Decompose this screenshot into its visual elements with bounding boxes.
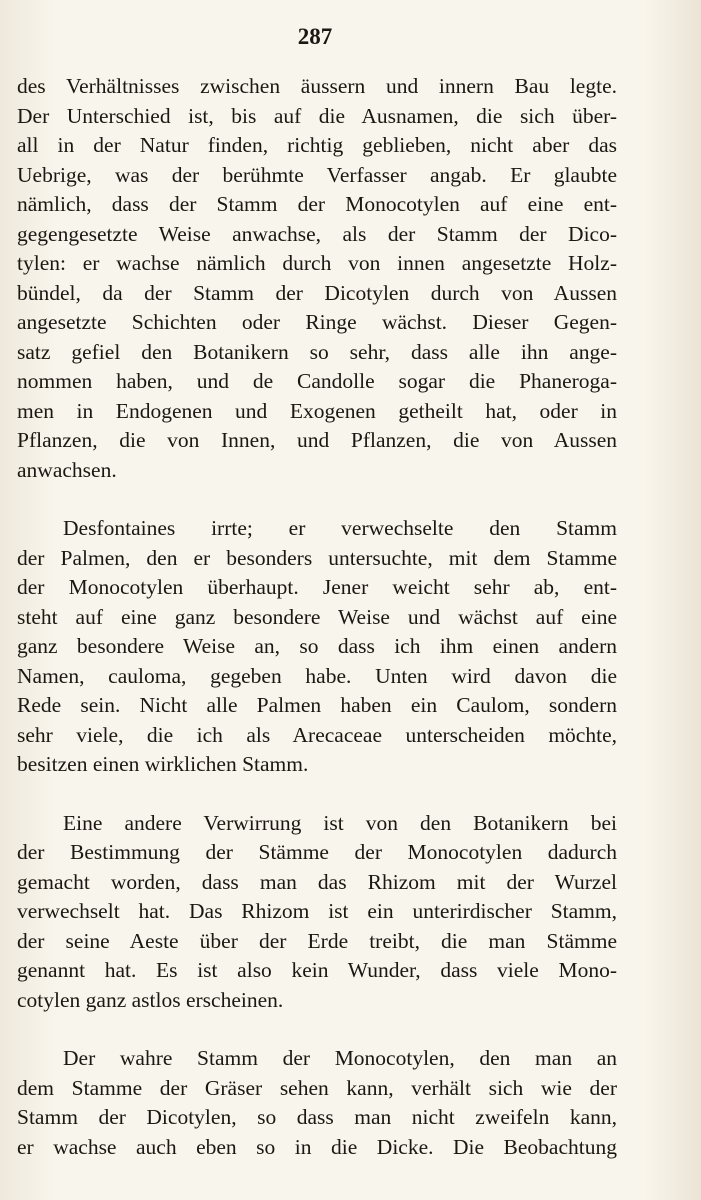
text-line: er wachse auch eben so in die Dicke. Die Beobachtung (17, 1134, 617, 1159)
text-line: Desfontaines irrte; er verwechselte den Stamm (63, 516, 617, 540)
paragraph (17, 1044, 617, 1162)
paragraph (17, 809, 617, 1016)
text-line: Uebrige, was der berühmte Verfasser angab. Er glaubte (17, 162, 617, 187)
text-line: der seine Aeste über der Erde treibt, die man Stämme (17, 928, 617, 953)
text-line: gegengesetzte Weise anwachse, als der Stamm der Dico- (17, 221, 617, 246)
text-line: steht auf eine ganz besondere Weise und wächst auf eine (17, 604, 617, 629)
text-line: Pflanzen, die von Innen, und Pflanzen, die von Aussen (17, 428, 617, 452)
text-line: gemacht worden, dass man das Rhizom mit der Wurzel (17, 869, 617, 894)
text-line: men in Endogenen und Exogenen getheilt hat, oder in (17, 398, 617, 423)
text-line: sehr viele, die ich als Arecaceae unterscheiden möchte, (17, 722, 617, 747)
text-line: besitzen einen wirklichen Stamm. (17, 752, 309, 776)
paragraph (17, 514, 617, 780)
text-line: cotylen ganz astlos erscheinen. (17, 987, 284, 1012)
text-line: dem Stamme der Gräser sehen kann, verhält sich wie der (17, 1075, 617, 1100)
paragraph-gap (17, 1015, 617, 1044)
text-line: Rede sein. Nicht alle Palmen haben ein Caulom, sondern (17, 693, 617, 717)
text-line: ganz besondere Weise an, so dass ich ihm einen andern (17, 634, 617, 658)
text-line: bündel, da der Stamm der Dicotylen durch von Aussen (17, 280, 617, 305)
text-line: Eine andere Verwirrung ist von den Botanikern bei (63, 810, 617, 835)
text-line: der Palmen, den er besonders untersuchte, mit dem Stamme (17, 545, 617, 570)
text-line: verwechselt hat. Das Rhizom ist ein unterirdischer Stamm, (17, 899, 617, 923)
text-line: anwachsen. (17, 457, 117, 482)
text-line: der Bestimmung der Stämme der Monocotylen dadurch (17, 840, 617, 864)
paragraph (17, 72, 617, 485)
text-line: Der wahre Stamm der Monocotylen, den man an (63, 1046, 617, 1070)
paragraph-gap (17, 780, 617, 809)
body-text (17, 72, 617, 1162)
page-number: 287 (297, 24, 333, 49)
text-line: angesetzte Schichten oder Ringe wächst. Dieser Gegen- (17, 310, 617, 334)
text-line: der Monocotylen überhaupt. Jener weicht sehr ab, ent- (17, 575, 617, 599)
text-line: satz gefiel den Botanikern so sehr, dass alle ihn ange- (17, 339, 617, 364)
text-line: genannt hat. Es ist also kein Wunder, dass viele Mono- (17, 958, 617, 982)
text-line: Der Unterschied ist, bis auf die Ausnamen, die sich über- (17, 103, 617, 128)
text-line: all in der Natur finden, richtig geblieben, nicht aber das (17, 133, 617, 157)
text-line: nommen haben, und de Candolle sogar die Phanerogа- (17, 369, 617, 393)
text-line: tylen: er wachse nämlich durch von innen angesetzte Holz- (17, 251, 617, 275)
text-line: nämlich, dass der Stamm der Monocotylen auf eine ent- (17, 192, 617, 216)
text-line: Stamm der Dicotylen, so dass man nicht zweifeln kann, (17, 1105, 617, 1129)
text-line: Namen, cauloma, gegeben habe. Unten wird davon die (17, 663, 617, 688)
text-line: des Verhältnisses zwischen äussern und innern Bau legte. (17, 74, 617, 98)
paragraph-gap (17, 485, 617, 514)
